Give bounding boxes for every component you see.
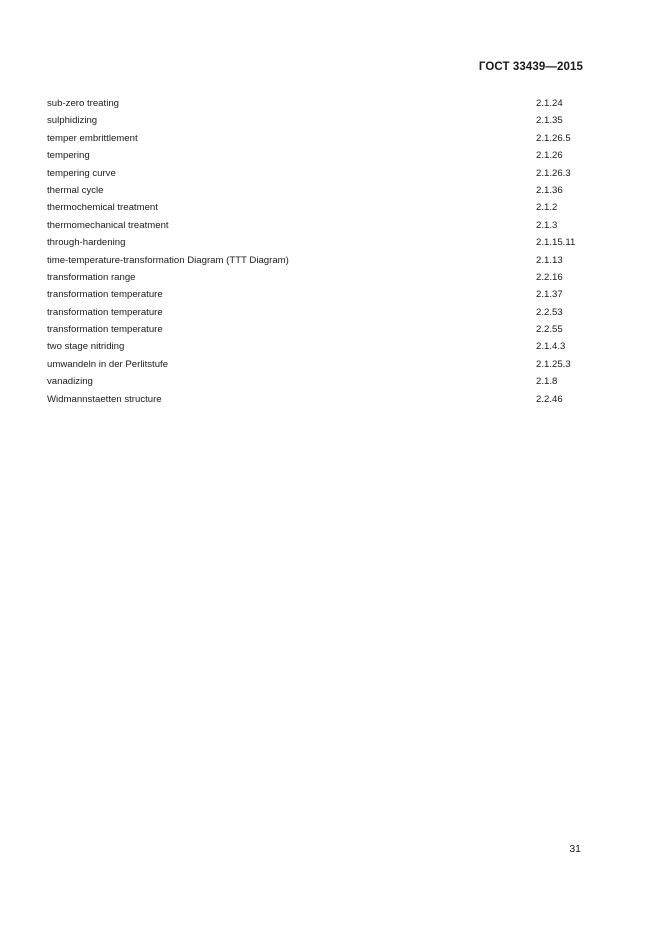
index-row: [47, 182, 587, 199]
index-ref: 2.1.25.3: [536, 358, 571, 370]
index-row: [47, 304, 587, 321]
index-ref: 2.1.15.11: [536, 237, 576, 249]
standard-designation: ГОСТ 33439—2015: [478, 61, 583, 73]
index-ref: 2.2.46: [536, 393, 563, 405]
index-ref: 2.2.53: [536, 306, 563, 318]
index-row: [47, 338, 587, 355]
index-ref: 2.1.37: [536, 289, 563, 301]
index-row: [47, 217, 587, 234]
index-term: tempering curve: [47, 167, 116, 179]
index-ref: 2.1.3: [536, 219, 558, 231]
index-term: vanadizing: [47, 376, 93, 388]
index-term: temper embrittlement: [47, 132, 138, 144]
index-term: two stage nitriding: [47, 341, 125, 353]
index-term: umwandeln in der Perlitstufe: [47, 358, 169, 370]
index-ref: 2.1.36: [536, 184, 563, 196]
index-term: thermomechanical treatment: [47, 219, 169, 231]
index-row: [47, 269, 587, 286]
index-ref: 2.2.16: [536, 271, 563, 283]
index-term: thermochemical treatment: [47, 202, 158, 214]
index-term: thermal cycle: [47, 184, 104, 196]
term-index-list: [47, 95, 587, 408]
index-row: [47, 147, 587, 164]
index-row: [47, 356, 587, 373]
index-row: [47, 391, 587, 408]
index-ref: 2.1.26.3: [536, 167, 571, 179]
index-term: Widmannstaetten structure: [47, 393, 162, 405]
index-ref: 2.1.26: [536, 150, 563, 162]
index-term: transformation range: [47, 271, 136, 283]
index-ref: 2.1.8: [536, 376, 558, 388]
index-ref: 2.1.26.5: [536, 132, 571, 144]
index-row: [47, 234, 587, 251]
index-row: [47, 321, 587, 338]
index-ref: 2.1.2: [536, 202, 558, 214]
index-row: [47, 373, 587, 390]
index-term: tempering: [47, 150, 90, 162]
index-row: [47, 112, 587, 129]
index-row: [47, 199, 587, 216]
index-ref: 2.1.4.3: [536, 341, 566, 353]
index-term: time-temperature-transformation Diagram (TTT Diagram): [47, 254, 289, 266]
index-row: [47, 130, 587, 147]
index-ref: 2.1.13: [536, 254, 563, 266]
index-ref: 2.1.35: [536, 115, 563, 127]
index-term: transformation temperature: [47, 306, 163, 318]
index-ref: 2.2.55: [536, 324, 563, 336]
index-term: transformation temperature: [47, 324, 163, 336]
index-term: transformation temperature: [47, 289, 163, 301]
index-term: sub-zero treating: [47, 98, 119, 109]
index-row: [47, 165, 587, 182]
index-ref: 2.1.24: [536, 98, 563, 109]
index-term: sulphidizing: [47, 115, 98, 127]
index-row: [47, 286, 587, 303]
index-term: through-hardening: [47, 237, 126, 249]
index-row: [47, 95, 587, 112]
index-row: [47, 252, 587, 269]
page-number: 31: [569, 843, 581, 855]
